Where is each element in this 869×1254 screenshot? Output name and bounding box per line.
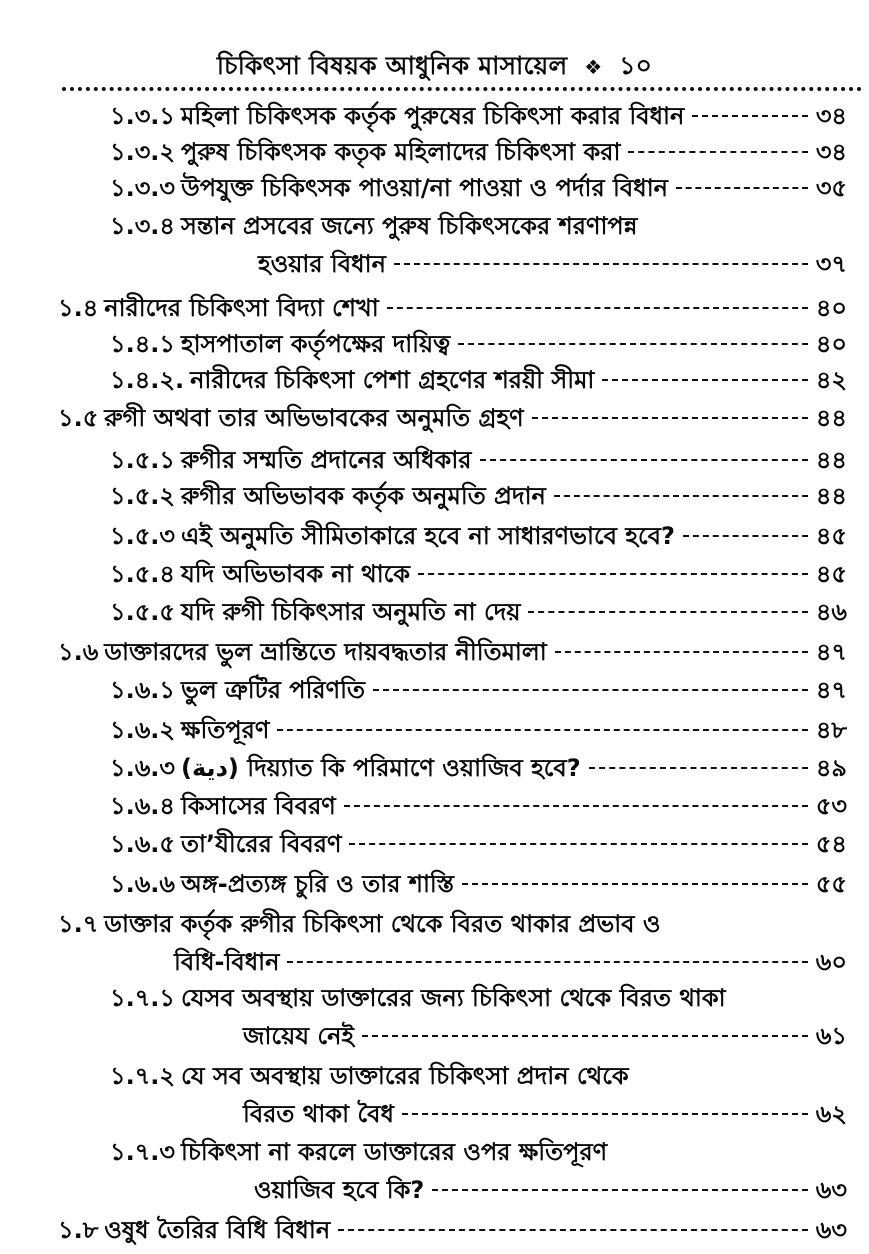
toc-entry-number: ১.৭.২ bbox=[110, 1062, 176, 1090]
toc-entry-number: ১.৫.৩ bbox=[110, 522, 175, 550]
dash-leader bbox=[338, 1229, 808, 1231]
dash-leader bbox=[555, 651, 808, 653]
toc-entry bbox=[58, 402, 847, 434]
toc-entry-page: ৪৯ bbox=[815, 754, 847, 782]
toc-entry-line bbox=[110, 1098, 847, 1130]
toc-entry-page: ৫৩ bbox=[815, 792, 847, 820]
toc-entry-page: ৪৭ bbox=[815, 676, 847, 704]
ornament-icon: ❖ bbox=[584, 55, 603, 79]
dash-leader bbox=[628, 151, 807, 153]
toc-entry-number: ১.৬.৩ bbox=[110, 754, 176, 782]
toc-entry-page: ৫৪ bbox=[815, 830, 847, 858]
toc-entry-line bbox=[110, 100, 847, 132]
toc-entry bbox=[110, 210, 847, 280]
toc-entry-page: ৬১ bbox=[815, 1022, 847, 1050]
dash-leader bbox=[589, 767, 808, 769]
toc-entry-number: ১.৫.৫ bbox=[110, 598, 175, 626]
toc-entry-title: ডাক্তার কর্তৃক রুগীর চিকিৎসা থেকে বিরত থাকার প্রভাব ও bbox=[104, 910, 661, 938]
toc-entry-line bbox=[110, 982, 847, 1014]
toc-entry-number: ১.৩.৪ bbox=[110, 212, 175, 240]
dash-leader bbox=[362, 1035, 808, 1037]
toc-entry-title: নারীদের চিকিৎসা বিদ্যা শেখা bbox=[104, 294, 379, 322]
dash-leader bbox=[373, 689, 808, 691]
toc-entry bbox=[110, 172, 847, 204]
toc-entry-line bbox=[110, 868, 847, 900]
toc-entry-title: যদি রুগী চিকিৎসার অনুমতি না দেয় bbox=[180, 598, 521, 626]
toc-entry-line bbox=[110, 364, 847, 396]
toc-entry-line bbox=[110, 1136, 847, 1168]
toc-entry bbox=[110, 828, 847, 860]
toc-entry-line bbox=[110, 1020, 847, 1052]
toc-entry-title: চিকিৎসা না করলে ডাক্তারের ওপর ক্ষতিপূরণ bbox=[181, 1138, 608, 1166]
toc-entry-number: ১.৬.১ bbox=[110, 676, 175, 704]
toc-entry-title: ওয়াজিব হবে কি? bbox=[254, 1176, 425, 1204]
toc-entry-line bbox=[58, 946, 847, 978]
toc-entry-line bbox=[110, 828, 847, 860]
toc-entry-title: রুগীর সম্মতি প্রদানের অধিকার bbox=[180, 446, 472, 474]
toc-entry-title: ওষুধ তৈরির বিধি বিধান bbox=[104, 1216, 331, 1244]
toc-entry-title: এই অনুমতি সীমিতাকারে হবে না সাধারণভাবে হবে? bbox=[181, 522, 675, 550]
toc-entry bbox=[110, 520, 847, 552]
toc-entry-page: ৪৪ bbox=[815, 404, 847, 432]
toc-entry-page: ৪৪ bbox=[815, 446, 847, 474]
dash-leader bbox=[402, 1113, 808, 1115]
toc-entry-line bbox=[110, 1060, 847, 1092]
toc-entry bbox=[110, 982, 847, 1052]
dash-leader bbox=[692, 115, 807, 117]
toc-entry bbox=[110, 558, 847, 590]
toc-entry-number: ১.৬.২ bbox=[110, 716, 176, 744]
toc-entry-line bbox=[110, 136, 847, 168]
toc-entry-title: সন্তান প্রসবের জন্যে পুরুষ চিকিৎসকের শরণাপন্ন bbox=[181, 212, 638, 240]
toc-entry bbox=[110, 444, 847, 476]
dash-leader bbox=[532, 417, 808, 419]
toc-entry-number: ১.৪ bbox=[58, 294, 99, 322]
toc-entry-title: (دية) দিয়্যাত কি পরিমাণে ওয়াজিব হবে? bbox=[181, 754, 581, 782]
toc-entry-page: ৪০ bbox=[815, 330, 847, 358]
toc-entry-line bbox=[110, 714, 847, 746]
toc-entry bbox=[58, 292, 847, 324]
toc-entry-line bbox=[110, 248, 847, 280]
toc-entry bbox=[110, 790, 847, 822]
toc-entry-page: ৪৭ bbox=[815, 638, 847, 666]
dash-leader bbox=[349, 843, 807, 845]
dash-leader bbox=[418, 573, 808, 575]
toc-entry-line bbox=[110, 172, 847, 204]
toc-entry bbox=[58, 908, 847, 978]
toc-entry-title: যেসব অবস্থায় ডাক্তারের জন্য চিকিৎসা থেকে বিরত থাকা bbox=[181, 984, 726, 1012]
toc-entry-page: ৩৪ bbox=[815, 138, 847, 166]
toc-entry-title: নারীদের চিকিৎসা পেশা গ্রহণের শরয়ী সীমা bbox=[190, 366, 595, 394]
toc-entry-page: ৪৬ bbox=[815, 598, 847, 626]
dash-leader bbox=[432, 1189, 807, 1191]
toc-entry-title: বিধি-বিধান bbox=[174, 948, 280, 976]
toc-entry-number: ১.৩.২ bbox=[110, 138, 176, 166]
toc-entry-line bbox=[110, 674, 847, 706]
toc-entry bbox=[58, 1214, 847, 1246]
toc-entry-number: ১.৬.৪ bbox=[110, 792, 175, 820]
toc-entry bbox=[110, 1136, 847, 1206]
toc-entry-title: যে সব অবস্থায় ডাক্তারের চিকিৎসা প্রদান থেকে bbox=[181, 1062, 629, 1090]
toc-entry-line bbox=[110, 558, 847, 590]
toc-entry bbox=[110, 480, 847, 512]
dash-leader bbox=[277, 729, 807, 731]
toc-entry-title: জায়েয নেই bbox=[243, 1022, 354, 1050]
dash-leader bbox=[554, 495, 808, 497]
toc-entry-title: বিরত থাকা বৈধ bbox=[243, 1100, 394, 1128]
toc-entry bbox=[110, 752, 847, 784]
toc-entry-number: ১.৫ bbox=[58, 404, 99, 432]
toc-entry-title: মহিলা চিকিৎসক কর্তৃক পুরুষের চিকিৎসা করার বিধান bbox=[181, 102, 685, 130]
dash-leader bbox=[387, 307, 808, 309]
toc-entry-number: ১.৭ bbox=[58, 910, 99, 938]
toc-entry-number: ১.৭.৩ bbox=[110, 1138, 176, 1166]
toc-entry-title: হাসপাতাল কর্তৃপক্ষের দায়িত্ব bbox=[180, 330, 451, 358]
toc-entry-line bbox=[58, 908, 847, 940]
toc-entry-number: ১.৬ bbox=[58, 638, 99, 666]
toc-entry-page: ৪৮ bbox=[815, 716, 847, 744]
dash-leader bbox=[458, 343, 808, 345]
toc-entry-line bbox=[110, 444, 847, 476]
toc-entry-page: ৬৩ bbox=[815, 1176, 847, 1204]
toc-entry-title: পুরুষ চিকিৎসক কতৃক মহিলাদের চিকিৎসা করা bbox=[181, 138, 621, 166]
header-title: চিকিৎসা বিষয়ক আধুনিক মাসায়েল bbox=[216, 51, 568, 80]
toc-entry bbox=[110, 596, 847, 628]
toc-entry-line bbox=[110, 752, 847, 784]
toc-entry-line bbox=[110, 596, 847, 628]
toc-entry-number: ১.৫.৪ bbox=[110, 560, 175, 588]
toc-entry-line bbox=[58, 402, 847, 434]
toc-entry-page: ৪৫ bbox=[815, 522, 847, 550]
toc-entry bbox=[110, 136, 847, 168]
toc-entry-line bbox=[58, 292, 847, 324]
toc-entry-line bbox=[58, 636, 847, 668]
toc-entry-title: হওয়ার বিধান bbox=[258, 250, 386, 278]
toc-entry-page: ৫৫ bbox=[815, 870, 847, 898]
toc-entry bbox=[110, 674, 847, 706]
toc-entry-number: ১.৩.১ bbox=[110, 102, 175, 130]
toc-entry-number: ১.৫.২ bbox=[110, 482, 175, 510]
toc-entry-title: রুগীর অভিভাবক কর্তৃক অনুমতি প্রদান bbox=[181, 482, 546, 510]
toc-entry-title: অঙ্গ-প্রত্যঙ্গ চুরি ও তার শাস্তি bbox=[181, 870, 455, 898]
toc-entry-title: ক্ষতিপূরণ bbox=[181, 716, 270, 744]
toc-entry-number: ১.৪.১ bbox=[110, 330, 175, 358]
toc-entry-title: উপযুক্ত চিকিৎসক পাওয়া/না পাওয়া ও পর্দার বিধান bbox=[181, 174, 668, 202]
toc-entry-page: ৩৪ bbox=[815, 102, 847, 130]
dash-leader bbox=[480, 459, 808, 461]
toc-entry-title: ডাক্তারদের ভুল ভ্রান্তিতে দায়বদ্ধতার নীতিমালা bbox=[104, 638, 547, 666]
dash-leader bbox=[394, 263, 808, 265]
toc-entry-page: ৬০ bbox=[815, 948, 847, 976]
dash-leader bbox=[683, 535, 808, 537]
header-page-number: ১০ bbox=[619, 51, 653, 80]
toc-entry-page: ৪৫ bbox=[815, 560, 847, 588]
toc-entry-title: তা’যীরের বিবরণ bbox=[181, 830, 342, 858]
toc-entry-line bbox=[110, 328, 847, 360]
toc-entry-number: ১.৩.৩ bbox=[110, 174, 176, 202]
toc-entry bbox=[110, 868, 847, 900]
toc-entry bbox=[110, 100, 847, 132]
dash-leader bbox=[344, 805, 808, 807]
toc-entry-page: ৪০ bbox=[815, 294, 847, 322]
toc-entry bbox=[110, 328, 847, 360]
toc-entry-page: ৬৩ bbox=[815, 1216, 847, 1244]
toc-entry-number: ১.৮ bbox=[58, 1216, 99, 1244]
toc-entry-line bbox=[110, 210, 847, 242]
toc-entry bbox=[110, 364, 847, 396]
toc-entry-number: ১.৬.৫ bbox=[110, 830, 175, 858]
toc-entry-number: ১.৪.২. bbox=[110, 366, 185, 394]
toc-entry-line bbox=[110, 480, 847, 512]
toc-entry-line bbox=[110, 520, 847, 552]
toc-entry-page: ৩৭ bbox=[815, 250, 847, 278]
toc-entry-page: ৩৫ bbox=[815, 174, 847, 202]
toc-entry-page: ৪৪ bbox=[815, 482, 847, 510]
toc-entry-page: ৪২ bbox=[815, 366, 847, 394]
toc-entry-title: কিসাসের বিবরণ bbox=[181, 792, 336, 820]
toc-entry-title: রুগী অথবা তার অভিভাবকের অনুমতি গ্রহণ bbox=[104, 404, 524, 432]
toc-entry bbox=[58, 636, 847, 668]
toc-entry-title: যদি অভিভাবক না থাকে bbox=[180, 560, 411, 588]
toc-entry-number: ১.৬.৬ bbox=[110, 870, 176, 898]
toc-entry bbox=[110, 1060, 847, 1130]
toc-entry-number: ১.৭.১ bbox=[110, 984, 175, 1012]
toc-entry-line bbox=[110, 790, 847, 822]
dash-leader bbox=[462, 883, 808, 885]
dash-leader bbox=[676, 187, 808, 189]
toc-entry bbox=[110, 714, 847, 746]
toc-entry-page: ৬২ bbox=[815, 1100, 847, 1128]
toc-entry-line bbox=[58, 1214, 847, 1246]
dash-leader bbox=[602, 379, 807, 381]
toc-entry-title: ভুল ত্রুটির পরিণতি bbox=[181, 676, 366, 704]
toc-entry-number: ১.৫.১ bbox=[110, 446, 175, 474]
dash-leader bbox=[287, 961, 807, 963]
dash-leader bbox=[528, 611, 807, 613]
toc-entry-line bbox=[110, 1174, 847, 1206]
